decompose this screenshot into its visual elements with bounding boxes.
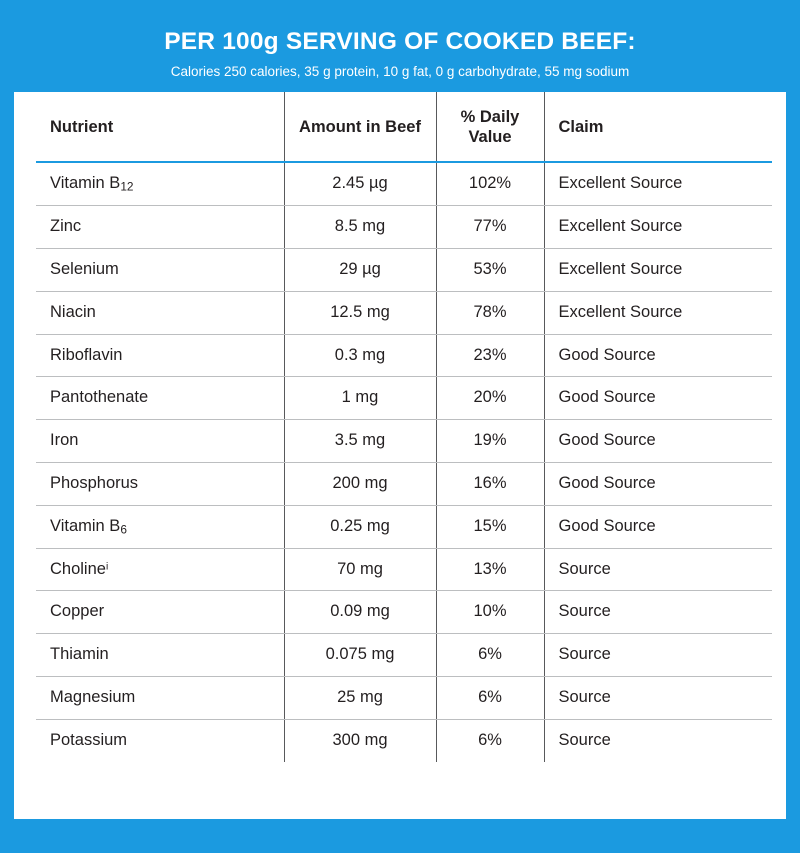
cell-amount: 8.5 mg bbox=[284, 206, 436, 249]
cell-claim: Excellent Source bbox=[544, 206, 772, 249]
table-row bbox=[36, 377, 772, 420]
cell-amount: 0.25 mg bbox=[284, 505, 436, 548]
cell-nutrient: Potassium bbox=[50, 730, 128, 749]
cell-claim: Source bbox=[544, 591, 772, 634]
cell-claim: Source bbox=[544, 548, 772, 591]
cell-daily-value: 53% bbox=[436, 248, 544, 291]
cell-amount: 70 mg bbox=[284, 548, 436, 591]
header-subtitle: Calories 250 calories, 35 g protein, 10 g fat, 0 g carbohydrate, 55 mg sodium bbox=[170, 64, 630, 80]
cell-amount: 200 mg bbox=[284, 462, 436, 505]
cell-daily-value: 15% bbox=[436, 505, 544, 548]
table-row bbox=[36, 634, 772, 677]
cell-claim: Good Source bbox=[544, 462, 772, 505]
card-header bbox=[14, 14, 786, 92]
cell-nutrient: Magnesium bbox=[36, 676, 284, 719]
cell-amount: 0.3 mg bbox=[284, 334, 436, 377]
cell-daily-value: 6% bbox=[436, 676, 544, 719]
cell-claim: Source bbox=[544, 676, 772, 719]
cell-nutrient: Copper bbox=[36, 591, 284, 634]
cell-daily-value: 23% bbox=[436, 334, 544, 377]
table-row bbox=[36, 206, 772, 249]
nutrient-subscript: 6 bbox=[120, 522, 127, 537]
cell-nutrient: Choline$^i$ bbox=[36, 548, 284, 591]
table-row bbox=[36, 291, 772, 334]
cell-nutrient: Zinc bbox=[36, 206, 284, 249]
cell-claim: Good Source bbox=[544, 505, 772, 548]
cell-amount: 2.45 µg bbox=[284, 162, 436, 205]
cell-amount: 0.09 mg bbox=[284, 591, 436, 634]
cell-daily-value: 77% bbox=[436, 206, 544, 249]
table-row bbox=[36, 462, 772, 505]
cell-nutrient: Vitamin $B_6$ bbox=[36, 505, 284, 548]
cell-amount: 0.075 mg bbox=[284, 634, 436, 677]
cell-nutrient: Riboflavin bbox=[36, 334, 284, 377]
table-row bbox=[36, 420, 772, 463]
cell-nutrient: Pantothenate bbox=[36, 377, 284, 420]
table-row bbox=[36, 548, 772, 591]
cell-daily-value: 20% bbox=[436, 377, 544, 420]
cell-claim: Excellent Source bbox=[544, 291, 772, 334]
cell-amount: 29 µg bbox=[284, 248, 436, 291]
cell-daily-value: 78% bbox=[436, 291, 544, 334]
cell-daily-value: 6% bbox=[436, 719, 544, 761]
cell-claim: Excellent Source bbox=[544, 248, 772, 291]
table-row bbox=[36, 248, 772, 291]
cell-amount: 300 mg bbox=[284, 719, 436, 761]
nutrient-footnote-marker: i bbox=[105, 561, 109, 572]
column-header-amount: Amount in Beef bbox=[284, 92, 436, 162]
cell-nutrient: Thiamin bbox=[36, 634, 284, 677]
cell-daily-value: 102% bbox=[436, 162, 544, 205]
table-row bbox=[36, 162, 772, 205]
cell-claim: Excellent Source bbox=[544, 162, 772, 205]
column-header-daily-value: % Daily Value bbox=[436, 92, 544, 162]
cell-nutrient: Selenium bbox=[36, 248, 284, 291]
cell-amount: 12.5 mg bbox=[284, 291, 436, 334]
cell-daily-value: 6% bbox=[436, 634, 544, 677]
cell-nutrient: Iron bbox=[36, 420, 284, 463]
table-row bbox=[36, 719, 772, 761]
table-row bbox=[36, 676, 772, 719]
nutrient-subscript: 12 bbox=[120, 179, 134, 194]
nutrient-table-container bbox=[14, 92, 786, 819]
cell-nutrient: Phosphorus bbox=[36, 462, 284, 505]
table-header-row bbox=[36, 92, 772, 162]
cell-claim: Good Source bbox=[544, 420, 772, 463]
table-row bbox=[36, 505, 772, 548]
page-title: PER 100g SERVING OF COOKED BEEF: bbox=[164, 28, 636, 55]
cell-amount: 3.5 mg bbox=[284, 420, 436, 463]
cell-nutrient: Vitamin $B_{12}$ bbox=[36, 162, 284, 205]
table-body bbox=[36, 162, 772, 761]
cell-claim: Source bbox=[544, 634, 772, 677]
cell-claim: Good Source bbox=[544, 334, 772, 377]
table-row bbox=[36, 334, 772, 377]
column-header-nutrient: Nutrient bbox=[36, 92, 284, 162]
nutrient-table bbox=[36, 92, 772, 761]
table-row bbox=[36, 591, 772, 634]
cell-nutrient: Niacin bbox=[36, 291, 284, 334]
cell-amount: 25 mg bbox=[284, 676, 436, 719]
cell-daily-value: 10% bbox=[436, 591, 544, 634]
column-header-claim: Claim bbox=[544, 92, 772, 162]
cell-daily-value: 16% bbox=[436, 462, 544, 505]
cell-claim: Source bbox=[544, 719, 772, 761]
cell-claim: Good Source bbox=[544, 377, 772, 420]
cell-daily-value: 19% bbox=[436, 420, 544, 463]
cell-daily-value: 13% bbox=[436, 548, 544, 591]
cell-amount: 1 mg bbox=[284, 377, 436, 420]
